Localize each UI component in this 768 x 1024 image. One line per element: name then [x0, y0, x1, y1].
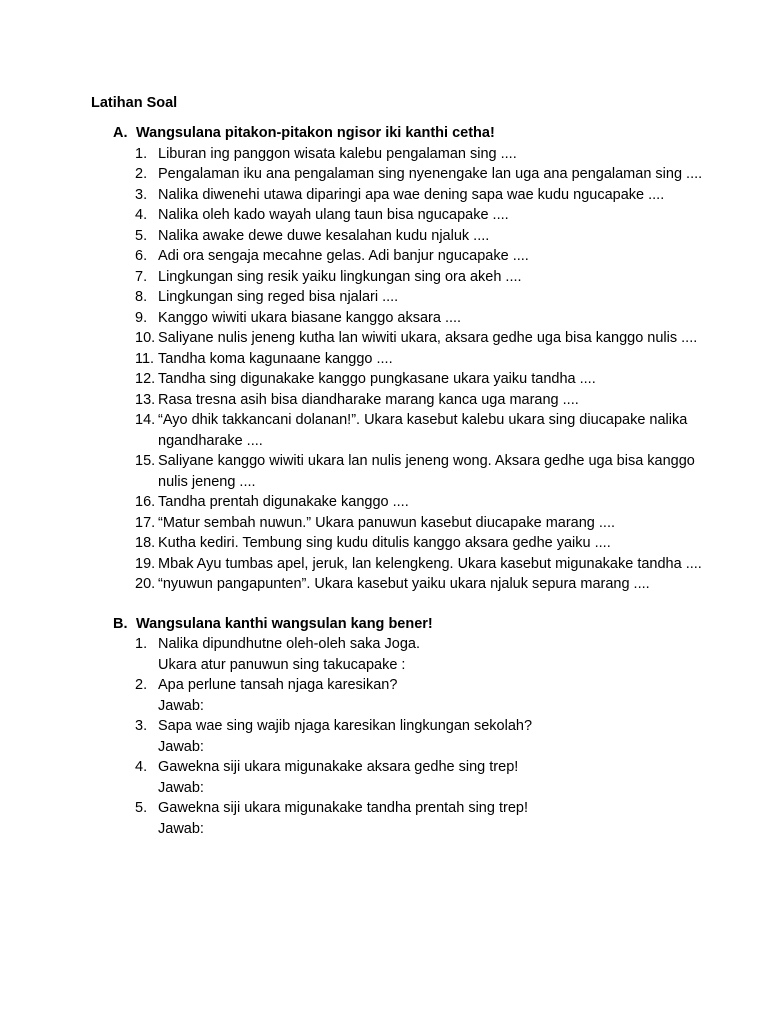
question-text: Adi ora sengaja mecahne gelas. Adi banjur ngucapake ....	[158, 248, 529, 264]
question-number: 5.	[135, 227, 148, 244]
question-number: 2.	[135, 677, 148, 693]
question-number: 12.	[135, 371, 156, 387]
question-body	[158, 369, 708, 390]
question-item	[135, 369, 708, 390]
question-item	[135, 246, 708, 267]
question-item	[135, 205, 708, 226]
question-body	[158, 513, 708, 534]
question-body	[158, 287, 708, 308]
page-title: Latihan Soal	[91, 95, 178, 111]
question-number: 13.	[135, 391, 156, 408]
question-number: 10.	[135, 330, 156, 346]
question-item	[135, 164, 708, 185]
question-text: Pengalaman iku ana pengalaman sing nyenengake lan uga ana pengalaman sing ....	[158, 166, 703, 182]
question-body	[158, 246, 708, 267]
question-item	[135, 267, 708, 288]
question-text: Saliyane kanggo wiwiti ukara lan nulis jeneng wong. Aksara gedhe uga bisa kanggo nulis jeneng ....	[158, 453, 695, 490]
question-body	[158, 205, 708, 226]
question-number: 14.	[135, 412, 156, 428]
question-text: Saliyane nulis jeneng kutha lan wiwiti ukara, aksara gedhe uga bisa kanggo nulis ....	[158, 330, 698, 346]
question-number: 5.	[135, 800, 148, 816]
section-heading-text: Wangsulana kanthi wangsulan kang bener!	[136, 615, 433, 632]
question-text: Kutha kediri. Tembung sing kudu ditulis kanggo aksara gedhe yaiku ....	[158, 535, 611, 551]
question-item	[135, 757, 708, 798]
question-text: Nalika dipundhutne oleh-oleh saka Joga.	[158, 636, 420, 652]
question-number: 1.	[135, 636, 148, 652]
question-text: “nyuwun pangapunten”. Ukara kasebut yaiku ukara njaluk sepura marang ....	[158, 576, 650, 592]
question-body	[158, 349, 708, 370]
question-body	[158, 164, 708, 185]
question-text: Rasa tresna asih bisa diandharake marang kanca uga marang ....	[158, 391, 579, 408]
question-text: Tandha prentah digunakake kanggo ....	[158, 494, 409, 510]
question-number: 9.	[135, 309, 148, 326]
section-heading-text: Wangsulana pitakon-pitakon ngisor iki kanthi cetha!	[136, 125, 495, 141]
question-number: 18.	[135, 535, 156, 551]
section-b	[113, 614, 708, 840]
section-heading	[113, 614, 708, 635]
question-number: 3.	[135, 718, 148, 734]
question-body	[158, 634, 708, 675]
question-body	[158, 554, 708, 575]
question-number: 3.	[135, 186, 148, 203]
question-body	[158, 798, 708, 839]
question-body	[158, 410, 708, 451]
question-item	[135, 410, 708, 451]
question-text: Nalika awake dewe duwe kesalahan kudu njaluk ....	[158, 227, 490, 244]
question-number: 2.	[135, 166, 148, 182]
question-item	[135, 574, 708, 595]
question-item	[135, 798, 708, 839]
question-item	[135, 308, 708, 329]
question-item	[135, 492, 708, 513]
question-number: 16.	[135, 494, 156, 510]
question-text: Nalika diwenehi utawa diparingi apa wae dening sapa wae kudu ngucapake ....	[158, 186, 665, 203]
question-body	[158, 675, 708, 716]
question-body	[158, 492, 708, 513]
question-text: Gawekna siji ukara migunakake tandha prentah sing trep!	[158, 800, 528, 816]
question-body	[158, 390, 708, 411]
question-item	[135, 185, 708, 206]
answer-prompt: Jawab:	[158, 820, 204, 837]
section-a	[113, 123, 708, 595]
answer-prompt: Jawab:	[158, 779, 204, 796]
question-text: Mbak Ayu tumbas apel, jeruk, lan kelengkeng. Ukara kasebut migunakake tandha ....	[158, 555, 702, 572]
question-body	[158, 185, 708, 206]
question-number: 17.	[135, 514, 156, 531]
question-item	[135, 634, 708, 675]
question-text: Nalika oleh kado wayah ulang taun bisa ngucapake ....	[158, 207, 509, 223]
question-body	[158, 757, 708, 798]
question-text: Lingkungan sing reged bisa njalari ....	[158, 289, 399, 305]
question-text: Gawekna siji ukara migunakake aksara gedhe sing trep!	[158, 759, 519, 775]
question-body	[158, 226, 708, 247]
question-item	[135, 554, 708, 575]
question-item	[135, 349, 708, 370]
question-number: 4.	[135, 207, 148, 223]
question-number: 6.	[135, 248, 148, 264]
question-text: “Ayo dhik takkancani dolanan!”. Ukara kasebut kalebu ukara sing diucapake nalika ngandharake ....	[158, 412, 688, 449]
question-number: 4.	[135, 759, 148, 775]
question-text: “Matur sembah nuwun.” Ukara panuwun kasebut diucapake marang ....	[158, 514, 615, 531]
section-heading	[113, 123, 708, 144]
question-text: Liburan ing panggon wisata kalebu pengalaman sing ....	[158, 145, 517, 162]
question-item	[135, 144, 708, 165]
question-number: 20.	[135, 576, 156, 592]
question-body	[158, 451, 708, 492]
question-text: Tandha sing digunakake kanggo pungkasane ukara yaiku tandha ....	[158, 371, 596, 387]
question-number: 19.	[135, 555, 156, 572]
question-text: Sapa wae sing wajib njaga karesikan lingkungan sekolah?	[158, 718, 533, 734]
question-body	[158, 328, 708, 349]
question-item	[135, 287, 708, 308]
answer-prompt: Jawab:	[158, 697, 204, 714]
question-text: Tandha koma kagunaane kanggo ....	[158, 350, 393, 367]
question-number: 11.	[135, 350, 155, 367]
sections-container	[91, 123, 708, 839]
question-item	[135, 390, 708, 411]
question-item	[135, 716, 708, 757]
question-list	[113, 144, 708, 595]
question-body	[158, 716, 708, 757]
question-text: Lingkungan sing resik yaiku lingkungan sing ora akeh ....	[158, 268, 522, 285]
question-body	[158, 308, 708, 329]
question-item	[135, 675, 708, 716]
question-number: 1.	[135, 145, 148, 162]
question-body	[158, 144, 708, 165]
question-list	[113, 634, 708, 839]
section-letter: A.	[113, 125, 128, 141]
answer-prompt: Jawab:	[158, 738, 204, 755]
question-body	[158, 574, 708, 595]
question-item	[135, 513, 708, 534]
section-letter: B.	[113, 615, 128, 632]
question-item	[135, 451, 708, 492]
question-number: 8.	[135, 289, 148, 305]
question-text: Apa perlune tansah njaga karesikan?	[158, 677, 398, 693]
question-item	[135, 533, 708, 554]
question-number: 15.	[135, 453, 156, 469]
question-body	[158, 267, 708, 288]
question-item	[135, 328, 708, 349]
question-body	[158, 533, 708, 554]
question-number: 7.	[135, 268, 148, 285]
question-text: Kanggo wiwiti ukara biasane kanggo aksara ....	[158, 309, 462, 326]
answer-prompt: Ukara atur panuwun sing takucapake :	[158, 656, 406, 673]
question-item	[135, 226, 708, 247]
